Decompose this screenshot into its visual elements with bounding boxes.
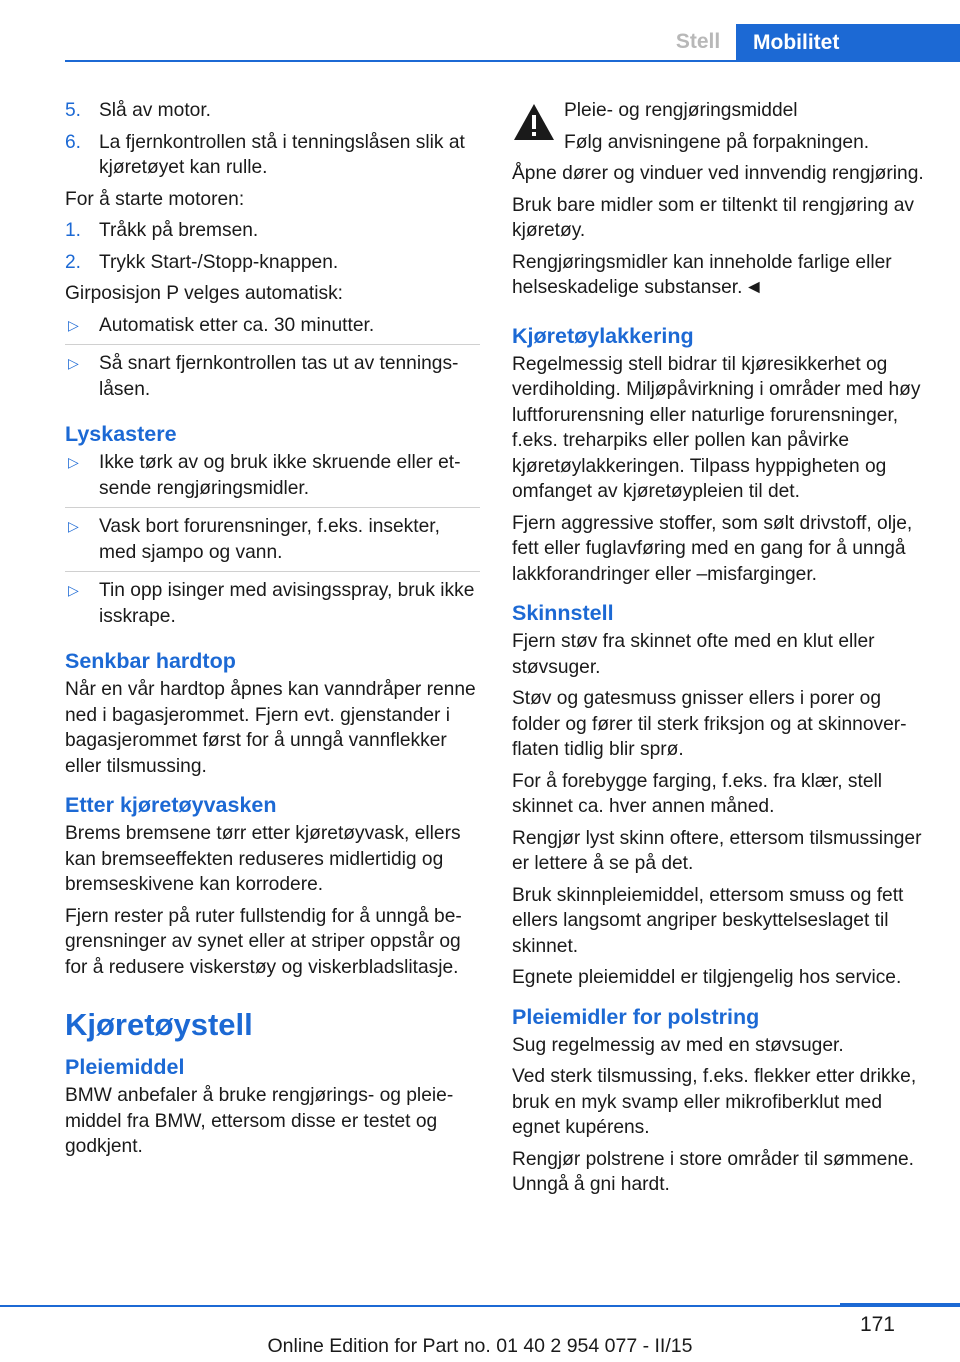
warning-triangle-icon — [512, 102, 556, 142]
wash-paragraph: Fjern rester på ruter fullstendig for å unngå begrensninger av synet eller at striper oppstår og for å redusere viskerstøy og viskerbladslitasje. — [65, 905, 462, 978]
triangle-bullet-icon: ▷ — [68, 355, 79, 371]
step-item — [65, 130, 480, 181]
lights-bullet-list — [65, 450, 480, 635]
gear-intro: Girposisjon P velges automatisk: — [65, 283, 343, 304]
paragraph: Bruk skinnpleiemiddel, ettersom smuss og fett ellers langsomt angriper beskyttelseslaget til skinnet. — [512, 884, 904, 957]
right-column — [512, 98, 932, 1204]
bullet-item — [65, 351, 480, 408]
triangle-bullet-icon: ▷ — [68, 582, 79, 598]
paragraph: Egnete pleiemiddel er tilgjengelig hos service. — [512, 967, 902, 988]
bullet-item — [65, 578, 480, 635]
step-text: Slå av motor. — [99, 100, 211, 121]
tab-stell[interactable]: Stell — [675, 30, 721, 53]
paragraph: Regelmessig stell bidrar til kjøresikkerhet og verdiholding. Miljøpåvirkning i områder med høy luftforurensning eller naturlige forurensninger, f.eks. treharpiks eller pollen kan påvirke kjøretøylakkeringen. Tilpass hyppigheten og omfanget av kjøretøypleien til det. — [512, 353, 921, 502]
section-heading-wash: Etter kjøretøyvasken — [65, 793, 277, 817]
header-rule — [65, 60, 960, 62]
section-heading-skinnstell: Skinnstell — [512, 601, 614, 625]
bullet-item — [65, 514, 480, 572]
start-intro: For å starte motoren: — [65, 188, 245, 210]
paragraph: Støv og gatesmuss gnisser ellers i porer og folder og fører til sterk friksjon og at skinnoverflaten tidlig blir sprø. — [512, 688, 907, 760]
bullet-item — [65, 313, 480, 346]
paragraph: Ved sterk tilsmussing, f.eks. flekker etter drikke, bruk en myk svamp eller mikrofiberklut med egnet kupérens. — [512, 1066, 917, 1138]
bullet-item — [65, 450, 480, 508]
triangle-bullet-icon: ▷ — [68, 316, 79, 333]
step-number: 5. — [65, 100, 82, 121]
page-number: 171 — [859, 1313, 895, 1336]
gear-bullet-list — [65, 313, 480, 409]
step-text: Trykk Start-/Stopp-knappen. — [99, 251, 339, 273]
step-number: 2. — [65, 251, 82, 273]
wash-paragraph: Brems bremsene tørr etter kjøretøyvask, ellers kan bremseeffekten reduseres midlertidig og bremseskivene kan korrodere. — [65, 823, 461, 895]
paragraph: Rengjør polstrene i store områder til sømmene. Unngå å gni hardt. — [512, 1148, 915, 1195]
section-heading-lyskastere: Lyskastere — [65, 422, 177, 446]
step-item — [65, 218, 480, 244]
paragraph: Åpne dører og vinduer ved innvendig rengjøring. — [512, 163, 924, 184]
care-text: BMW anbefaler å bruke rengjørings- og pleiemiddel fra BMW, ettersom disse er testet og godkjent. — [65, 1085, 454, 1157]
hardtop-text: Når en vår hardtop åpnes kan vanndråper renne ned i bagasjerommet. Fjern evt. gjenstander i bagasjerommet først for å unngå vannflekker eller tilsmussing. — [65, 679, 476, 777]
chapter-title: Kjøretøystell — [65, 1007, 253, 1042]
step-number: 6. — [65, 131, 82, 153]
paragraph: Bruk bare midler som er tiltenkt til rengjøring av kjøretøy. — [512, 194, 915, 241]
step-number: 1. — [65, 220, 82, 241]
warning-line: Følg anvisningene på forpakningen. — [564, 131, 870, 153]
paragraph: For å forebygge farging, f.eks. fra klær, stell skinnet ca. hver annen måned. — [512, 770, 883, 817]
paragraph-text: Rengjøringsmidler kan inneholde farlige eller helseskadelige substanser. — [512, 251, 892, 298]
section-heading-polstring: Pleiemidler for polstring — [512, 1004, 760, 1029]
triangle-bullet-icon: ▷ — [68, 454, 79, 470]
bullet-text: Automatisk etter ca. 30 minutter. — [99, 314, 375, 336]
footer-rule-accent — [840, 1303, 960, 1306]
step-text: La fjernkontrollen stå i tenningslåsen slik at kjøretøyet kan rulle. — [99, 131, 465, 178]
triangle-bullet-icon: ▷ — [68, 518, 79, 534]
paragraph: Sug regelmessig av med en støvsuger. — [512, 1034, 844, 1056]
bullet-text: Vask bort forurensninger, f.eks. insekter, med sjampo og vann. — [99, 516, 440, 563]
section-heading-hardtop: Senkbar hardtop — [65, 649, 236, 673]
footer-rule — [0, 1305, 960, 1307]
bullet-text: Tin opp isinger med avisingsspray, bruk ikke isskrape. — [99, 580, 475, 627]
section-heading-pleiemiddel: Pleiemiddel — [65, 1055, 185, 1079]
tab-mobilitet[interactable]: Mobilitet — [736, 24, 960, 62]
paragraph: Fjern støv fra skinnet ofte med en klut eller støvsuger. — [512, 631, 875, 678]
step-item — [65, 98, 480, 124]
step-item — [65, 250, 480, 276]
bullet-text: Så snart fjernkontrollen tas ut av tenningslåsen. — [99, 353, 459, 400]
bullet-text: Ikke tørk av og bruk ikke skruende eller etsende rengjøringsmidler. — [99, 452, 461, 499]
warning-title: Pleie- og rengjøringsmiddel — [564, 100, 798, 121]
section-heading-lakkering: Kjøretøylakkering — [512, 323, 694, 348]
edition-note: Online Edition for Part no. 01 40 2 954 077 - II/15 — [267, 1335, 693, 1357]
warning-box — [512, 98, 932, 155]
step-text: Tråkk på bremsen. — [99, 220, 259, 241]
left-column — [65, 98, 480, 1166]
end-mark-icon: ◄ — [744, 277, 764, 298]
paragraph: Fjern aggressive stoffer, som sølt drivstoff, olje, fett eller fuglavføring med en gang for å unngå lakkforandringer eller –misfarginger. — [512, 512, 913, 585]
paragraph: Rengjør lyst skinn oftere, ettersom tilsmussinger er lettere å se på det. — [512, 827, 922, 874]
paragraph — [512, 250, 932, 301]
